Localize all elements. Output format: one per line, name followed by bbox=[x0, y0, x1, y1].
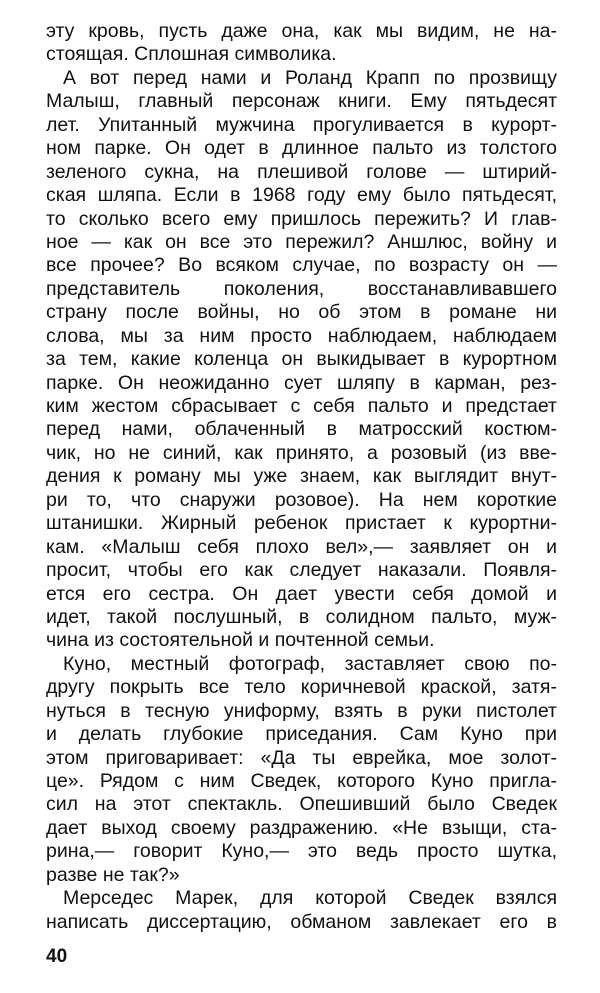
text-line: чина из состоятельной и почтенной семьи. bbox=[46, 629, 435, 652]
text-line: нуться в тесную униформу, взять в руки пистолет bbox=[46, 699, 557, 722]
text-line: це». Рядом с ним Сведек, которого Куно пригла- bbox=[46, 770, 557, 792]
text-line: этом приговаривает: «Да ты еврейка, мое золот- bbox=[46, 746, 557, 769]
text-line: дения к роману мы уже знаем, как выглядит внут- bbox=[46, 465, 557, 488]
text-line: просит, чтобы его как следует наказали. Появля- bbox=[46, 559, 557, 582]
text-line: ким жестом сбрасывает с себя пальто и предстает bbox=[46, 395, 557, 417]
text-line: ри то, что снаружи розовое). На нем короткие bbox=[46, 488, 557, 511]
text-line: Куно, местный фотограф, заставляет свою по- bbox=[63, 652, 557, 675]
text-line: написать диссертацию, обманом завлекает его в bbox=[46, 910, 557, 933]
text-line: то сколько всего ему пришлось пережить? И глав- bbox=[46, 207, 557, 230]
text-line: кам. «Малыш себя плохо вел»,— заявляет он и bbox=[46, 535, 557, 558]
text-line: ется его сестра. Он дает увести себя домой и bbox=[46, 582, 557, 605]
text-line: ская шляпа. Если в 1968 году ему было пятьдесят, bbox=[46, 184, 557, 207]
text-line: парке. Он неожиданно сует шляпу в карман, рез- bbox=[46, 371, 557, 394]
text-line: стоящая. Сплошная символика. bbox=[46, 43, 337, 66]
text-line: рина,— говорит Куно,— это ведь просто шутка, bbox=[46, 840, 557, 863]
text-line: зеленого сукна, на плешивой голове — штирий- bbox=[46, 160, 557, 183]
text-line: Мерседес Марек, для которой Сведек взялся bbox=[63, 887, 557, 910]
text-line: Малыш, главный персонаж книги. Ему пятьдесят bbox=[46, 90, 557, 113]
text-line: слова, мы за ним просто наблюдаем, наблюдаем bbox=[46, 324, 557, 347]
text-line: перед нами, облаченный в матросский костюм- bbox=[46, 418, 557, 441]
text-line: все прочее? Во всяком случае, по возрасту он — bbox=[46, 254, 557, 277]
text-line: лет. Упитанный мужчина прогуливается в курорт- bbox=[46, 113, 557, 136]
text-line: страну после войны, но об этом в романе ни bbox=[46, 301, 557, 324]
text-line: ное — как он все это пережил? Аншлюс, войну и bbox=[46, 230, 557, 253]
text-line: чик, но не синий, как принято, а розовый (из вве- bbox=[46, 441, 557, 464]
body-text bbox=[46, 20, 557, 934]
text-line: ном парке. Он одет в длинное пальто из толстого bbox=[46, 137, 557, 160]
text-line: и делать глубокие приседания. Сам Куно при bbox=[46, 723, 557, 746]
text-line: другу покрыть все тело коричневой краской, затя- bbox=[46, 676, 557, 699]
text-line: сил на этот спектакль. Опешивший было Сведек bbox=[46, 793, 557, 816]
page-number: 40 bbox=[46, 946, 68, 967]
text-line: эту кровь, пусть даже она, как мы видим, не на- bbox=[46, 20, 557, 42]
text-line: штанишки. Жирный ребенок пристает к курортни- bbox=[46, 512, 557, 535]
text-line: разве не так?» bbox=[46, 863, 180, 886]
text-line: за тем, какие коленца он выкидывает в курортном bbox=[46, 348, 557, 371]
text-line: дает выход своему раздражению. «Не взыщи, ста- bbox=[46, 816, 557, 839]
text-line: представитель поколения, восстанавливавшего bbox=[46, 277, 557, 300]
text-line: А вот перед нами и Роланд Крапп по прозвищу bbox=[63, 66, 557, 89]
text-line: идет, такой послушный, в солидном пальто, муж- bbox=[46, 605, 557, 628]
